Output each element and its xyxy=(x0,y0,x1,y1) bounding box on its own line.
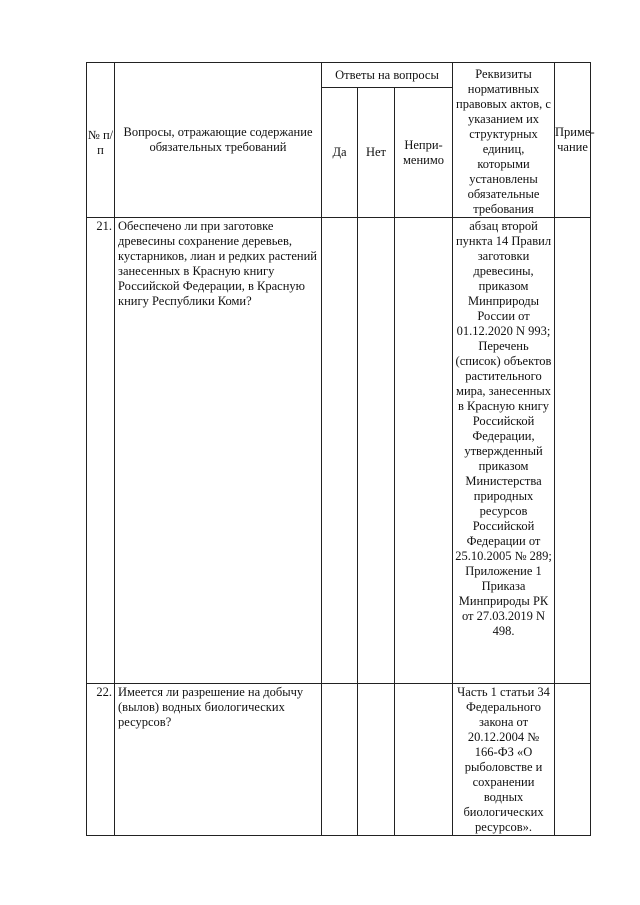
row-answer-na xyxy=(395,684,453,836)
requirements-table xyxy=(86,62,595,836)
header-not-applicable: Непри-менимо xyxy=(395,88,453,218)
row-note xyxy=(555,218,591,684)
header-note: Приме-чание xyxy=(555,63,591,218)
header-answers-group: Ответы на вопросы xyxy=(322,63,453,88)
header-num: № п/п xyxy=(87,63,115,218)
row-requisites: абзац второй пункта 14 Правил заготовки древесины, приказом Минприроды России от 01.12.2020 N 993; Перечень (список) объектов растительного мира, занесенных в Красную книгу Российской Федерации, утвержденный приказом Министерства природных ресурсов Российской Федерации от 25.10.2005 № 289; Приложение 1 Приказа Минприроды РК от 27.03.2019 N 498. xyxy=(453,218,555,684)
row-answer-yes xyxy=(322,218,358,684)
row-number: 21. xyxy=(87,218,115,684)
row-question: Обеспечено ли при заготовке древесины сохранение деревьев, кустарников, лиан и редких растений занесенных в Красную книгу Российской Федерации, в Красную книгу Республики Коми? xyxy=(115,218,322,684)
row-question: Имеется ли разрешение на добычу (вылов) водных биологических ресурсов? xyxy=(115,684,322,836)
row-answer-yes xyxy=(322,684,358,836)
row-requisites: Часть 1 статьи 34 Федерального закона от 20.12.2004 № 166-ФЗ «О рыболовстве и сохранении водных биологических ресурсов». xyxy=(453,684,555,836)
row-note xyxy=(555,684,591,836)
header-requisites: Реквизиты нормативных правовых актов, с указанием их структурных единиц, которыми установлены обязательные требования xyxy=(453,63,555,218)
row-answer-na xyxy=(395,218,453,684)
row-answer-no xyxy=(358,218,395,684)
row-answer-no xyxy=(358,684,395,836)
table-row xyxy=(87,218,591,684)
row-number: 22. xyxy=(87,684,115,836)
header-yes: Да xyxy=(322,88,358,218)
header-questions: Вопросы, отражающие содержание обязательных требований xyxy=(115,63,322,218)
table-row xyxy=(87,684,591,836)
table-header-row xyxy=(87,63,591,88)
header-no: Нет xyxy=(358,88,395,218)
